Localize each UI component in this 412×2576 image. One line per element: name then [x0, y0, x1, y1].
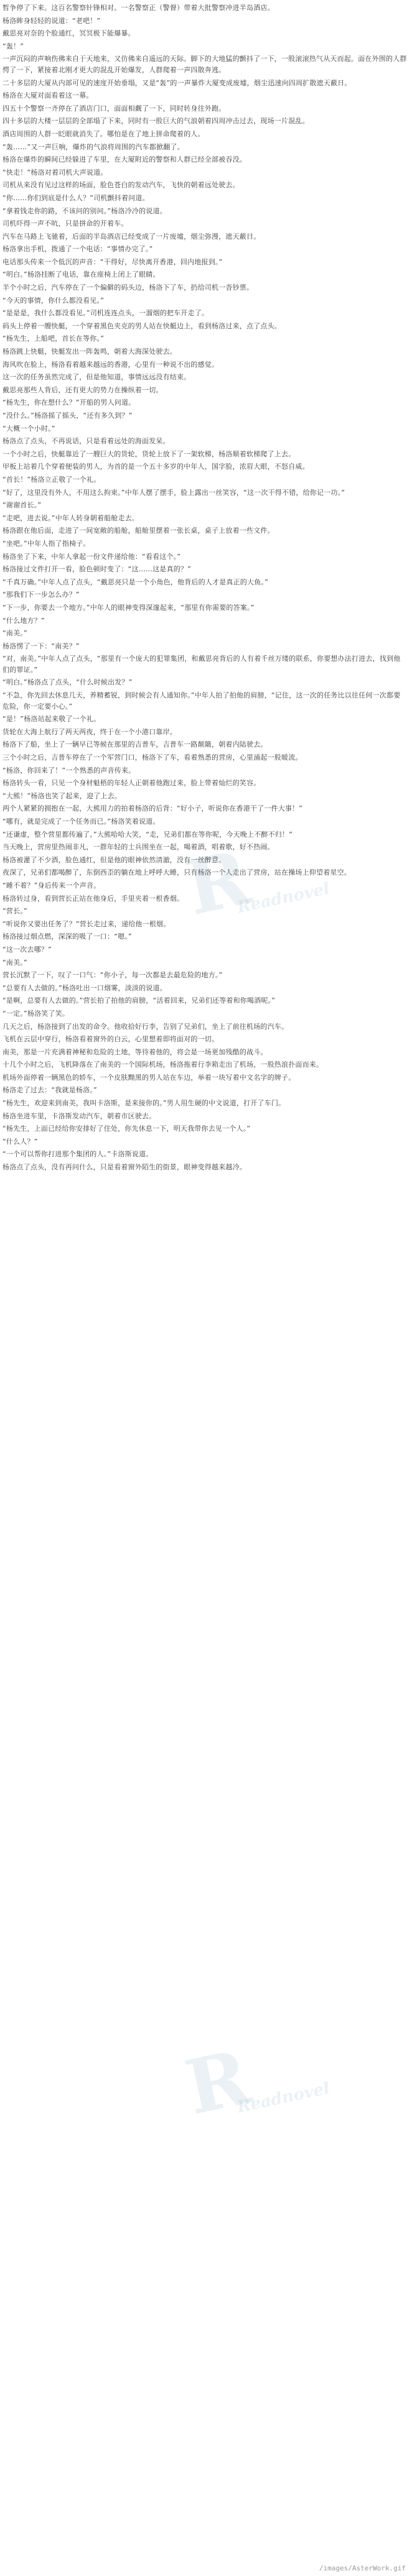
paragraph: “睡不着？”身后传来一个声音。: [2, 881, 101, 890]
paragraph: “总要有人去做的。”杨洛吐出一口烟雾，淡淡的说道。: [2, 983, 167, 992]
paragraph: 杨洛眸身轻轻的说道：“老吧！”: [2, 16, 101, 25]
paragraph: “那我们下一步怎么办？”: [2, 591, 80, 599]
paragraph: “什么人？”: [2, 1137, 38, 1146]
paragraph: 南美，那是一片充满着神秘和危险的土地，等待着他的，将会是一场更加残酷的战斗。: [2, 1047, 268, 1056]
paragraph: “你……你们到底是什么人？”司机颤抖着问道。: [2, 193, 149, 202]
paragraph: 杨洛在大厦对面看着这一幕。: [2, 91, 93, 100]
paragraph: 甲板上站着几个穿着便装的男人，为首的是一个五十多岁的中年人，国字脸，浓眉大眼，不怒自威。: [2, 462, 309, 471]
paragraph: 四五十个警察一齐停在了酒店门口，面面相觑了一下，同时转身往外跑。: [2, 104, 226, 113]
paragraph: 一声沉闷的声响伤佛来自于天地来，又仿佛来自遥远的天际。脚下的大地猛的颤抖了一下，一股滚滚热气从天而起。面在外围的人群愕了一下，紧接着北刚才更大的混乱开始爆发，人群爬着一声四散奔逃。: [2, 55, 407, 74]
paragraph: 电话那头传来一个低沉的声音：“干得好，尽快离开香港，回内地报到。”: [2, 257, 223, 266]
paragraph: “不急，你先回去休息几天，养精蓄锐，到时候会有人通知你。”中年人拍了拍他的肩膀，“记住，这一次的任务比以往任何一次都要危险，你一定要小心。”: [2, 691, 401, 711]
paragraph: 杨洛在爆炸的瞬间已经躲进了车里，在大厦附近的警察和人群已经全部被吞没。: [2, 155, 246, 164]
paragraph: “是！”杨洛站起来敬了一个礼。: [2, 715, 101, 724]
paragraph: “这一次去哪？”: [2, 945, 52, 954]
paragraph: “什么地方？”: [2, 616, 45, 625]
paragraph: “一定。”杨洛笑了笑。: [2, 1009, 70, 1018]
paragraph: 杨洛点了点头，不再说话，只是看着远处的海面发呆。: [2, 437, 170, 446]
paragraph: 杨洛坐进车里，卡洛斯发动汽车，朝着市区驶去。: [2, 1111, 156, 1120]
paragraph: “南美。”: [2, 958, 27, 967]
paragraph: 酒店周围的人群一眨眼就消失了。哪怕是在了地上拼命爬着的人。: [2, 129, 205, 138]
paragraph: 杨洛转过身，看到营长正站在他身后，手里夹着一根香烟。: [2, 894, 184, 903]
watermark-logo: R: [178, 2033, 258, 2132]
paragraph: “拿着钱走你的路，不该问的别问。”杨洛冷冷的说道。: [2, 206, 167, 215]
watermark-logo: R: [178, 834, 258, 932]
paragraph: “还谦虚，整个营里都传遍了。”大熊哈哈大笑，“走，兄弟们都在等你呢，今天晚上不醉不归！”: [2, 830, 293, 839]
paragraph: “坐吧。”中年人指了指椅子。: [2, 539, 90, 548]
paragraph: 机场外面停着一辆黑色的轿车，一个皮肤黝黑的男人站在车边，举着一块写着中文名字的牌子。: [2, 1073, 296, 1082]
paragraph: “轰！”: [2, 42, 24, 50]
paragraph: 四十多层的大楼一层层的全部塌了下来，同时有一股巨大的气浪朝着四周冲击过去，现场一片混乱。: [2, 117, 309, 126]
paragraph: 杨洛接过烟点燃，深深的吸了一口：“嗯。”: [2, 932, 132, 941]
paragraph: “明白。”杨洛挂断了电话，靠在座椅上闭上了眼睛。: [2, 270, 160, 279]
paragraph: “杨先生，上面已经给你安排好了住处，你先休息一下，明天我带你去见一个人。”: [2, 1125, 251, 1133]
paragraph: “杨先生，欢迎来到南美，我叫卡洛斯，是来接你的。”男人用生硬的中文说道，打开了车门。: [2, 1099, 286, 1108]
paragraph: “是啊，总要有人去做的。”营长拍了拍他的肩膀，“活着回来，兄弟们还等着和你喝酒呢。”: [2, 996, 276, 1005]
paragraph: “谢谢首长。”: [2, 501, 42, 510]
paragraph: 这一次的任务虽然完成了，但是他知道，事情远远没有结束。: [2, 373, 191, 382]
paragraph: 杨洛走了过去：“我就是杨洛。”: [2, 1086, 97, 1095]
paragraph: 戴思亮对奈的个脸通红，冥冥极下能爆暴。: [2, 29, 135, 38]
paragraph: “是是是，我什么都没看见。”司机连连点头，一溜烟的把车开走了。: [2, 309, 209, 318]
paragraph: “好了，这里没有外人，不用这么拘束。”中年人摆了摆手，脸上露出一丝笑容，“这一次干得不错，给你记一功。”: [2, 488, 345, 497]
paragraph: 杨洛跳上快艇，快艇发出一阵轰鸣，朝着大海深处驶去。: [2, 347, 177, 356]
paragraph: “对，南美。”中年人点了点头，“那里有一个庞大的犯罪集团，和戴思亮背后的人有着千丝万缕的联系，你要想办法打进去，找到他们的罪证。”: [2, 655, 401, 674]
paragraph: 杨洛被灌了不少酒，脸色通红，但是他的眼神依然清澈，没有一丝醉意。: [2, 855, 226, 864]
paragraph: 杨洛转头一看，只见一个身材魁梧的年轻人正朝着他跑过来，脸上带着灿烂的笑容。: [2, 779, 261, 788]
paragraph: 夜深了，兄弟们都喝醉了，东倒西歪的躺在地上呼呼大睡，只有杨洛一个人走出了营房，站在操场上仰望着星空。: [2, 868, 351, 877]
paragraph: 汽车在马路上飞驰着，后面的半岛酒店已经变成了一片废墟，烟尘弥漫，遮天蔽日。: [2, 232, 261, 241]
paragraph: “下一步，你要去一个地方。”中年人的眼神变得深邃起来，“那里有你需要的答案。”: [2, 603, 255, 612]
paragraph: 暂争停了下来。这百名警察针锋相对。一名警察正（警督）带着大批警察冲进半岛酒店。: [2, 4, 274, 12]
paragraph: “杨先生，你在想什么？”开船的男人问道。: [2, 398, 136, 407]
paragraph: “明白。”杨洛点了点头，“什么时候出发？”: [2, 678, 133, 687]
paragraph: “首长！”杨洛立正敬了一个礼。: [2, 475, 101, 484]
paragraph: 营长沉默了一下，叹了一口气：“你小子，每一次都是去最危险的地方。”: [2, 971, 223, 980]
paragraph: 杨洛坐了下来，中年人拿起一份文件递给他：“看看这个。”: [2, 552, 181, 561]
paragraph: “快走！”杨洛对着司机大声说道。: [2, 168, 108, 177]
paragraph: “杨先生，上船吧，首长在等你。”: [2, 334, 105, 343]
paragraph: 杨洛下了船，坐上了一辆早已等候在那里的吉普车，吉普车一路颠簸，朝着内陆驶去。: [2, 740, 268, 749]
paragraph: “一个可以帮你打进那个集团的人。”卡洛斯说道。: [2, 1150, 153, 1159]
paragraph: “杨洛，你回来了！”一个熟悉的声音传来。: [2, 766, 136, 775]
paragraph: 码头上停着一艘快艇，一个穿着黑色夹克的男人站在快艇边上，看到杨洛过来，点了点头。: [2, 321, 281, 330]
paragraph: 杨洛跟在他后面，走进了一间宽敞的船舱，船舱里摆着一张长桌，桌子上放着一些文件。: [2, 527, 274, 535]
paragraph: “今天的事情，你什么都没看见。”: [2, 296, 105, 305]
watermark-logo: Readnovel: [235, 2079, 332, 2117]
paragraph: 戴思亮那些人背后，还有更大的势力在操纵着一切。: [2, 385, 163, 394]
paragraph: 杨洛愣了一下：“南美？”: [2, 642, 80, 650]
paragraph: “千真万确。”中年人点了点头，“戴思亮只是一个小角色，他背后的人才是真正的大鱼。”: [2, 577, 268, 586]
watermark-logo: Readnovel: [235, 879, 332, 918]
paragraph: “营长。”: [2, 907, 27, 916]
paragraph: 十几个小时之后，飞机降落在了南美的一个国际机场，杨洛拖着行李箱走出了机场，一股热浪扑面而来。: [2, 1060, 324, 1069]
paragraph: 杨洛接过文件打开一看，脸色顿时变了：“这……这是真的？”: [2, 565, 191, 574]
paragraph: “走吧，进去说。”中年人转身朝着船舱走去。: [2, 513, 139, 522]
paragraph: 几天之后，杨洛接到了出发的命令。他收拾好行李，告别了兄弟们，坐上了前往机场的汽车。: [2, 1022, 289, 1031]
paragraph: 杨洛拿出手机，拨通了一个电话：“事情办完了。”: [2, 245, 153, 254]
paragraph: 三个小时之后，吉普车停在了一个军营门口，杨洛下了车，看着熟悉的营房，心里涌起一股暖流。: [2, 753, 302, 762]
paragraph: 司机从来没有见过这样的场面，脸色苍白的发动汽车，飞快的朝着远处驶去。: [2, 181, 240, 190]
paragraph: 货轮在大海上航行了两天两夜，终于在一个小港口靠岸。: [2, 727, 177, 736]
paragraph: “哪有，就是完成了一个任务而已。”杨洛笑着说道。: [2, 817, 160, 826]
footer-url: /images/AsterWork.gif: [319, 2564, 406, 2572]
paragraph: “大概一个小时。”: [2, 424, 55, 433]
paragraph: “没什么。”杨洛摇了摇头，“还有多久到？”: [2, 412, 133, 420]
paragraph: 两个人紧紧的拥抱在一起，大熊用力的拍着杨洛的后背：“好小子，听说你在香港干了一件大事！”: [2, 804, 303, 813]
paragraph: 司机吓得一声不吭，只是拼命的开着车。: [2, 219, 128, 228]
paragraph: 二十多层的大厦从内部可见的速度开始垂塌，又是“轰”的一声暴炸大厦变成废墟，烟尘迅速向四周扩散遮天蔽日。: [2, 78, 352, 87]
paragraph: “大熊！”杨洛也笑了起来，迎了上去。: [2, 791, 121, 800]
paragraph: “轰……”又一声巨响，爆炸的气浪将周围的汽车都掀翻了。: [2, 142, 184, 151]
paragraph: 当天晚上，营房里热闹非凡，一群年轻的士兵围坐在一起，喝着酒，唱着歌，好不热闹。: [2, 843, 274, 852]
paragraph: 杨洛点了点头，没有再问什么，只是看着窗外陌生的街景，眼神变得越来越冷。: [2, 1163, 246, 1172]
paragraph: 海风吹在脸上，杨洛看着越来越远的香港，心里有一种说不出的感觉。: [2, 360, 219, 369]
paragraph: “听说你又要出任务了？”营长走过来，递给他一根烟。: [2, 919, 171, 928]
paragraph: “南美。”: [2, 629, 27, 638]
paragraph: 半个小时之后，汽车停在了一个偏僻的码头边，杨洛下了车，扔给司机一沓钞票。: [2, 283, 254, 292]
paragraph: 一个小时之后，快艇靠近了一艘巨大的货轮，货轮上放下了一架软梯，杨洛顺着软梯爬了上去。: [2, 449, 296, 458]
paragraph: 飞机在云层中穿行，杨洛看着窗外的白云，心里想着即将面对的一切。: [2, 1035, 219, 1044]
